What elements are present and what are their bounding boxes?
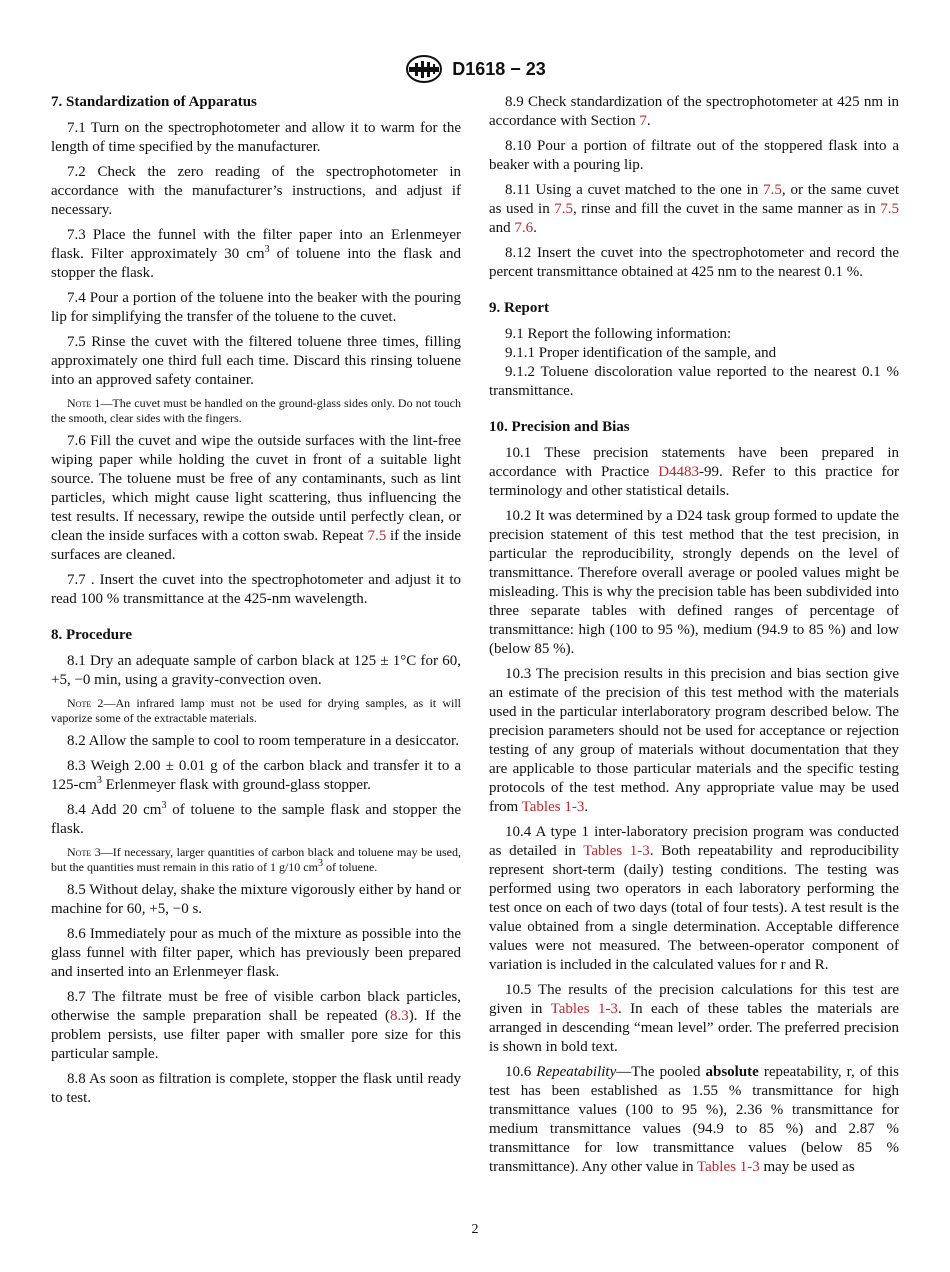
para-8-11: 8.11 Using a cuvet matched to the one in 7.5, or the same cuvet as used in 7.5, rinse and fill the cuvet in the same manner as in 7.5 and 7.6. [489,182,899,236]
para-8-2: 8.2 Allow the sample to cool to room temperature in a desiccator. [67,733,459,749]
para-8-5: 8.5 Without delay, shake the mixture vigorously either by hand or machine for 60, +5, −0 s. [51,882,461,917]
para-8-6: 8.6 Immediately pour as much of the mixture as possible into the glass funnel with filter paper, which has previously been prepared and inserted into an Erlenmeyer flask. [51,926,461,980]
page-header [0,54,950,84]
para-7-2: 7.2 Check the zero reading of the spectrophotometer in accordance with the manufacturer’s instructions, and adjust if necessary. [51,164,461,218]
para-7-7: 7.7 . Insert the cuvet into the spectrophotometer and adjust it to read 100 % transmittance at the 425-nm wavelength. [51,572,461,607]
left-column [51,93,461,1114]
para-10-2: 10.2 It was determined by a D24 task group formed to update the precision statement of this test method that the test precision, in particular the reproducibility, strongly depends on the level of transmittance. Therefore overall average or pooled values might be misleading. This is why the precision table has been subdivided into three separate tables with defined ranges of percentage of transmittance: high (100 to 95 %), medium (94.9 to 85 %) and low (below 85 %). [489,508,899,657]
ref-link-tables[interactable]: Tables 1-3 [697,1159,760,1175]
para-8-10: 8.10 Pour a portion of filtrate out of the stoppered flask into a beaker with a pouring lip. [489,138,899,173]
ref-link-tables[interactable]: Tables 1-3 [550,1001,618,1017]
section-8-title: 8. Procedure [51,627,133,643]
para-8-7: 8.7 The filtrate must be free of visible carbon black particles, otherwise the sample preparation shall be repeated (8.3). If the problem persists, use filter paper with smaller pore size for this particular sample. [51,989,461,1062]
para-10-1: 10.1 These precision statements have been prepared in accordance with Practice D4483-99. Refer to this practice for terminology and other statistical details. [489,445,899,499]
ref-link-7-5[interactable]: 7.5 [367,528,387,544]
para-10-4: 10.4 A type 1 inter-laboratory precision program was conducted as detailed in Tables 1-3. Both repeatability and reproducibility represent short-term (daily) testing conditions. The testing was performed using two operators in each laboratory performing the test once on each of two days (total of four tests). A test result is the value obtained from a single determination. Acceptable difference values were not measured. The between-operator component of variation is included in the calculated values for r and R. [489,824,899,973]
note-1: Note 1—The cuvet must be handled on the ground-glass sides only. Do not touch the smooth, clear sides with the fingers. [51,396,461,425]
para-7-1: 7.1 Turn on the spectrophotometer and allow it to warm for the length of time specified by the manufacturer. [51,120,461,155]
ref-link-7-5[interactable]: 7.5 [880,201,899,217]
para-8-1: 8.1 Dry an adequate sample of carbon black at 125 ± 1°C for 60, +5, −0 min, using a gravity-convection oven. [51,653,461,688]
ref-link-8-3[interactable]: 8.3 [389,1008,409,1024]
section-9-title: 9. Report [489,300,549,316]
note-2: Note 2—An infrared lamp must not be used for drying samples, as it will vaporize some of the extractable materials. [51,696,461,725]
right-column [489,93,899,1183]
document-code: D1618 − 23 [452,58,546,79]
para-10-3: 10.3 The precision results in this precision and bias section give an estimate of the precision of this test method with the materials used in the particular interlaboratory program described below. The precision parameters should not be used for acceptance or rejection testing of any group of materials without documentation that they are applicable to those particular materials and the specific testing protocols of the test method. Any appropriate value may be used from Tables 1-3. [489,666,899,815]
para-9-1: 9.1 Report the following information: [505,326,732,342]
para-10-5: 10.5 The results of the precision calculations for this test are given in Tables 1-3. In each of these tables the materials are arranged in descending “mean level” order. The preferred precision is shown in bold text. [489,982,899,1055]
ref-link-tables[interactable]: Tables 1-3 [521,799,585,815]
para-7-5: 7.5 Rinse the cuvet with the filtered toluene three times, filling approximately one third full each time. Discard this rinsing toluene into an approved safety container. [51,334,461,388]
para-8-9: 8.9 Check standardization of the spectrophotometer at 425 nm in accordance with Section 7. [489,94,899,129]
para-8-8: 8.8 As soon as filtration is complete, stopper the flask until ready to test. [51,1071,461,1106]
para-9-1-1: 9.1.1 Proper identification of the sample, and [505,345,777,361]
para-8-3: 8.3 Weigh 2.00 ± 0.01 g of the carbon black and transfer it to a $125-cm^3$ Erlenmeyer flask with ground-glass stopper. [51,758,461,793]
astm-logo-icon [404,54,444,84]
ref-link-7-5[interactable]: 7.5 [763,182,782,198]
para-8-12: 8.12 Insert the cuvet into the spectrophotometer and record the percent transmittance obtained at 425 nm to the nearest 0.1 %. [489,245,899,280]
page-number: 2 [471,1222,479,1237]
ref-link-7-6[interactable]: 7.6 [514,220,534,236]
para-7-6: 7.6 Fill the cuvet and wipe the outside surfaces with the lint-free wiping paper while holding the cuvet in front of a suitable light source. The toluene must be free of any contaminants, such as lint particles, which might cause light scattering, thus influencing the test results. If necessary, rewipe the outside until perfectly clean, or clean the inside surfaces with a cotton swab. Repeat 7.5 if the inside surfaces are cleaned. [51,433,461,563]
para-9-1-2: 9.1.2 Toluene discoloration value reported to the nearest 0.1 % transmittance. [489,364,899,399]
note-3: Note 3—If necessary, larger quantities of carbon black and toluene may be used, but the quantities must remain in this ratio of 1 g/10 $cm^3$ of toluene. [51,845,461,874]
ref-link-d4483[interactable]: D4483 [658,464,700,480]
para-7-3: 7.3 Place the funnel with the filter paper into an Erlenmeyer flask. Filter approximately 30 $cm^3$ of toluene into the flask and stopper the flask. [51,227,461,281]
ref-link-section-7[interactable]: 7 [639,113,647,129]
para-10-6: 10.6 Repeatability—The pooled absolute repeatability, r, of this test has been established as 1.55 % transmittance for high transmittance values (100 to 95 %), 2.36 % transmittance for medium transmittance values (94.9 to 85 %) and 2.87 % transmittance for low transmittance values (below 85 % transmittance). Any other value in Tables 1-3 may be used as [489,1064,899,1175]
ref-link-7-5[interactable]: 7.5 [554,201,574,217]
section-10-title: 10. Precision and Bias [489,419,630,435]
para-8-4: 8.4 Add 20 $cm^3$ of toluene to the sample flask and stopper the flask. [51,800,461,837]
ref-link-tables[interactable]: Tables 1-3 [583,843,650,859]
section-7-title: 7. Standardization of Apparatus [51,94,257,110]
para-7-4: 7.4 Pour a portion of the toluene into the beaker with the pouring lip for simplifying the transfer of the toluene to the cuvet. [51,290,461,325]
